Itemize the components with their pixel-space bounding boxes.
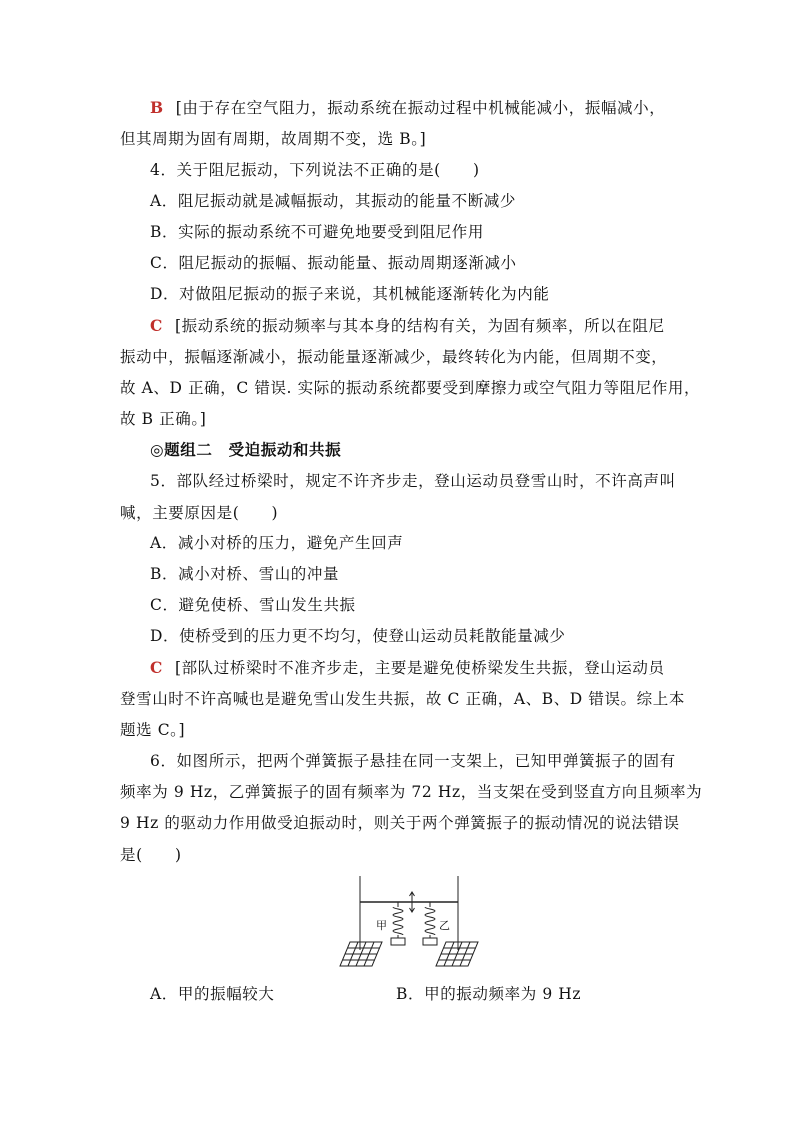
q5-stem-line-1: 5．部队经过桥梁时，规定不许齐步走，登山运动员登雪山时，不许高声叫 (150, 472, 676, 490)
left-ground-grid-icon (340, 942, 382, 966)
q6-option-a: A．甲的振幅较大 (150, 985, 275, 1003)
q4-option-a: A．阻尼振动就是减幅振动，其振动的能量不断减少 (150, 192, 516, 210)
q4-answer-letter: C (150, 316, 163, 335)
q3-explanation-line-1: B [由于存在空气阻力，振动系统在振动过程中机械能减小，振幅减小， (150, 98, 666, 117)
q6-stem-line-4: 是( ) (120, 846, 182, 864)
q4-explanation-line-1: C [振动系统的振动频率与其本身的结构有关，为固有频率，所以在阻尼 (150, 316, 665, 335)
q4-explanation-line-3: 故 A、D 正确，C 错误. 实际的振动系统都要受到摩擦力或空气阻力等阻尼作用， (120, 379, 701, 397)
group2-heading: ◎题组二 受迫振动和共振 (150, 440, 342, 459)
right-ground-grid-icon (436, 942, 478, 966)
q3-answer-letter: B (150, 98, 164, 117)
q5-option-c: C．避免使桥、雪山发生共振 (150, 596, 356, 614)
spring-oscillator-figure (338, 872, 488, 972)
q6-stem-line-1: 6．如图所示，把两个弹簧振子悬挂在同一支架上，已知甲弹簧振子的固有 (150, 752, 676, 770)
q4-option-b: B．实际的振动系统不可避免地要受到阻尼作用 (150, 223, 484, 241)
q5-explanation-line-2: 登雪山时不许高喊也是避免雪山发生共振，故 C 正确，A、B、D 错误。综上本 (120, 690, 685, 708)
q5-option-d: D．使桥受到的压力更不均匀，使登山运动员耗散能量减少 (150, 627, 566, 645)
spring-yi-icon (423, 902, 437, 945)
q6-options-row (150, 982, 710, 1002)
q5-option-a: A．减小对桥的压力，避免产生回声 (150, 534, 404, 552)
q6-stem-line-2: 频率为 9 Hz，乙弹簧振子的固有频率为 72 Hz，当支架在受到竖直方向且频率为 (120, 783, 703, 801)
label-yi: 乙 (439, 919, 450, 932)
q4-option-d: D．对做阻尼振动的振子来说，其机械能逐渐转化为内能 (150, 285, 550, 303)
q3-explanation-line-2: 但其周期为固有周期，故周期不变，选 B。] (120, 130, 427, 148)
label-jia: 甲 (376, 919, 387, 932)
q5-stem-line-2: 喊，主要原因是( ) (120, 504, 279, 522)
q5-explanation-line-1: C [部队过桥梁时不准齐步走，主要是避免使桥梁发生共振，登山运动员 (150, 658, 665, 677)
q4-option-c: C．阻尼振动的振幅、振动能量、振动周期逐渐减小 (150, 254, 517, 272)
q6-option-b: B．甲的振动频率为 9 Hz (396, 985, 582, 1003)
q4-explanation-line-4: 故 B 正确。] (120, 410, 207, 428)
q5-answer-letter: C (150, 658, 163, 677)
q4-explanation-line-2: 振动中，振幅逐渐减小，振动能量逐渐减少，最终转化为内能，但周期不变， (120, 348, 668, 366)
q5-option-b: B．减小对桥、雪山的冲量 (150, 565, 340, 583)
q6-stem-line-3: 9 Hz 的驱动力作用做受迫振动时，则关于两个弹簧振子的振动情况的说法错误 (120, 814, 680, 832)
q5-explanation-line-3: 题选 C。] (120, 721, 186, 739)
q4-stem: 4．关于阻尼振动，下列说法不正确的是( ) (150, 161, 480, 179)
spring-jia-icon (391, 902, 405, 945)
